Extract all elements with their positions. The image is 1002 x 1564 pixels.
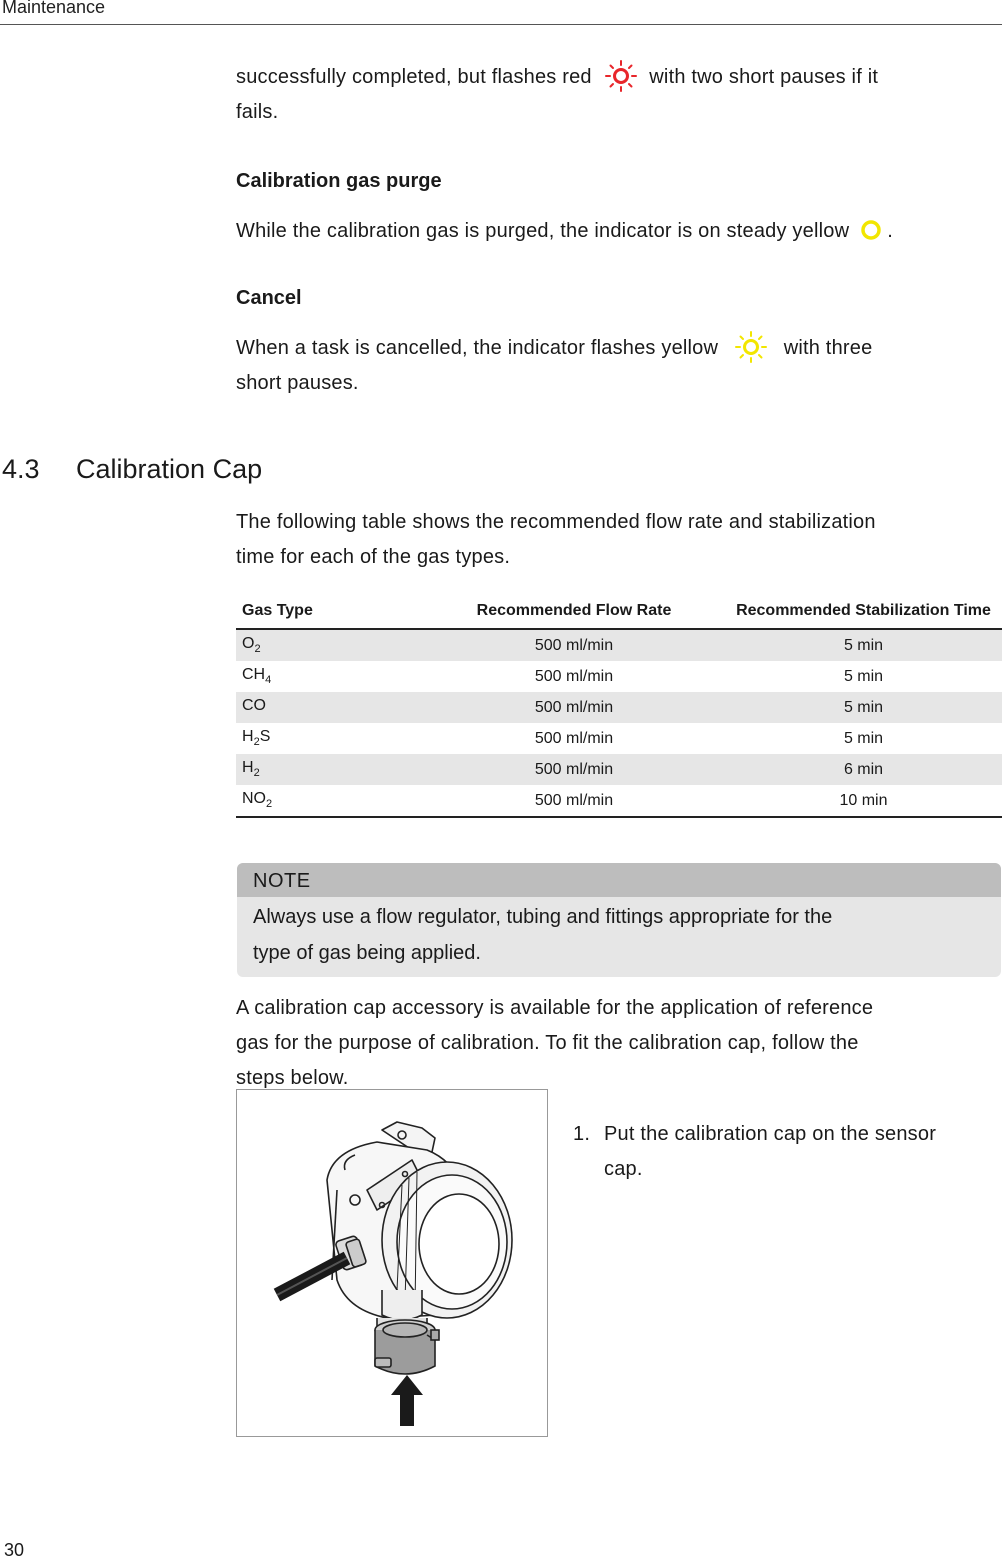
cancel-text-a: When a task is cancelled, the indicator flashes yellow xyxy=(236,337,719,359)
table-row xyxy=(236,629,1002,661)
flow-cell: 500 ml/min xyxy=(534,667,614,685)
accessory-paragraph xyxy=(236,991,1002,1096)
note-line2: type of gas being applied. xyxy=(253,942,481,964)
step-text-line2: cap. xyxy=(604,1158,643,1180)
time-cell: 5 min xyxy=(725,629,1002,661)
time-cell: 6 min xyxy=(725,754,1002,785)
intro-text-b: with two short pauses if it xyxy=(649,66,879,88)
page-number: 30 xyxy=(4,1540,25,1560)
column-header-stabilization-time: Recommended Stabilization Time xyxy=(725,594,1002,629)
table-row xyxy=(236,754,1002,785)
purge-text-end: . xyxy=(887,220,893,242)
intro-text-a: successfully completed, but flashes red xyxy=(236,66,592,88)
gas-cell: CO xyxy=(236,692,423,723)
gas-cell: $H_2$ xyxy=(236,754,423,785)
purge-paragraph xyxy=(236,214,1002,249)
table-row xyxy=(236,723,1002,754)
time-cell: 5 min xyxy=(843,729,884,747)
column-header-flow-rate: Recommended Flow Rate xyxy=(423,594,725,629)
time-cell: 5 min xyxy=(725,692,1002,723)
purge-heading: Calibration gas purge xyxy=(236,170,442,192)
note-label: NOTE xyxy=(237,863,1001,897)
calibration-cap-illustration xyxy=(236,1089,548,1437)
section-intro-line1: The following table shows the recommended flow rate and stabilization xyxy=(236,511,876,533)
section-intro-line2: time for each of the gas types. xyxy=(236,546,511,568)
accessory-line2: gas for the purpose of calibration. To fit the calibration cap, follow the xyxy=(236,1032,859,1054)
yellow-flashing-led-icon xyxy=(734,330,768,364)
flow-cell: 500 ml/min xyxy=(423,629,725,661)
note-line1: Always use a flow regulator, tubing and fittings appropriate for the xyxy=(253,906,833,928)
time-cell: 5 min xyxy=(843,667,884,685)
cancel-text-b: with three xyxy=(783,337,873,359)
intro-paragraph xyxy=(236,60,996,130)
step-text-line1: Put the calibration cap on the sensor xyxy=(604,1123,937,1145)
up-arrow-icon xyxy=(391,1375,423,1426)
header-section-title: Maintenance xyxy=(2,0,106,17)
gas-cell: $H_2S$ xyxy=(242,728,271,749)
page-header xyxy=(0,0,1002,25)
step-text xyxy=(604,1117,1002,1187)
gas-cell: $O_2$ xyxy=(236,629,423,661)
flow-cell: 500 ml/min xyxy=(423,754,725,785)
note-box xyxy=(237,863,1001,977)
gas-table xyxy=(236,594,1002,818)
accessory-line3: steps below. xyxy=(236,1067,349,1089)
purge-text: While the calibration gas is purged, the indicator is on steady yellow xyxy=(236,220,850,242)
accessory-line1: A calibration cap accessory is available for the application of reference xyxy=(236,997,874,1019)
section-intro xyxy=(236,505,1002,575)
flow-cell: 500 ml/min xyxy=(423,692,725,723)
gas-detector-drawing xyxy=(237,1090,547,1436)
gas-cell: $NO_2$ xyxy=(236,785,423,817)
red-flashing-led-icon xyxy=(604,59,638,93)
cancel-text-line2: short pauses. xyxy=(236,372,359,394)
gas-cell: $CH_4$ xyxy=(242,666,272,687)
cancel-heading: Cancel xyxy=(236,287,302,309)
section-title: Calibration Cap xyxy=(76,454,263,484)
time-cell: 10 min xyxy=(725,785,1002,817)
cancel-paragraph xyxy=(236,331,996,401)
section-number: 4.3 xyxy=(2,454,40,484)
column-header-gas-type: Gas Type xyxy=(236,594,423,629)
flow-cell: 500 ml/min xyxy=(423,785,725,817)
table-row xyxy=(236,661,1002,692)
yellow-steady-led-icon xyxy=(859,218,883,242)
step-number: 1. xyxy=(573,1123,591,1145)
table-row xyxy=(236,692,1002,723)
table-row xyxy=(236,785,1002,817)
flow-cell: 500 ml/min xyxy=(534,729,614,747)
note-text xyxy=(237,897,1001,973)
table-header-row xyxy=(236,594,1002,629)
intro-text-line2: fails. xyxy=(236,101,279,123)
